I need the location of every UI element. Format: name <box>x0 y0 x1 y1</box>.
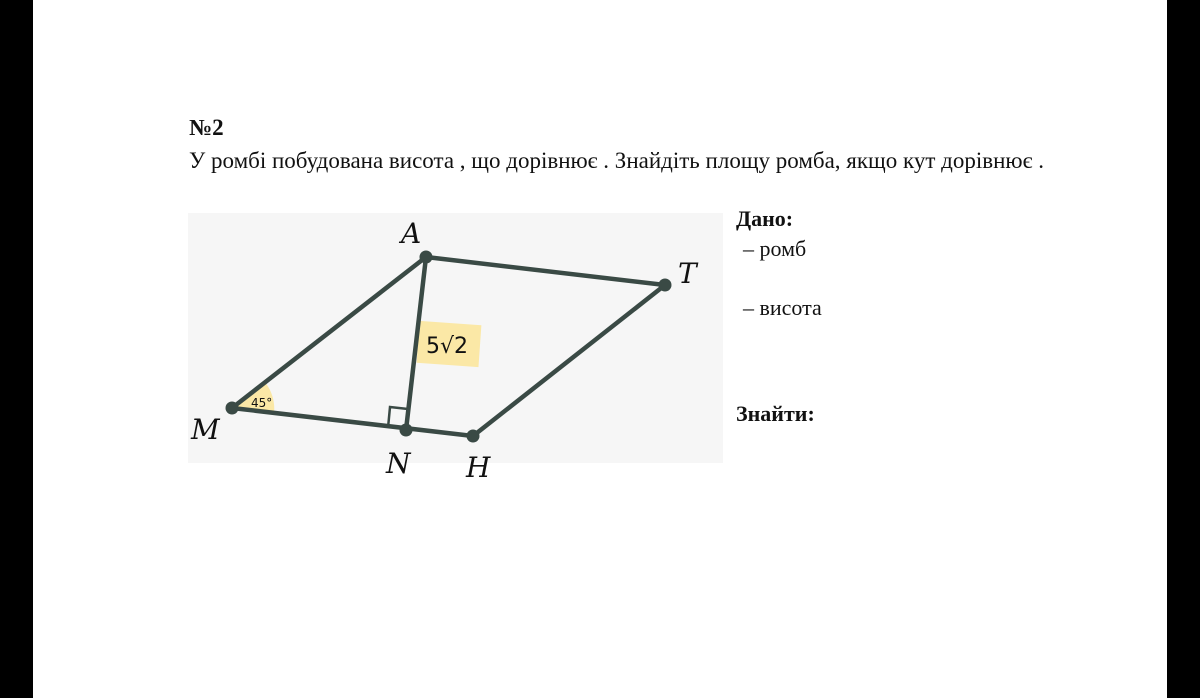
problem-text: У ромбі побудована висота , що дорівнює . Знайдіть площу ромба, якщо кут дорівнює . <box>189 148 1044 173</box>
point-M <box>226 402 239 415</box>
height-value: 5√2 <box>426 334 469 359</box>
given-item-rhombus: – ромб <box>743 236 807 261</box>
given-block <box>736 204 822 320</box>
label-H: H <box>466 451 491 484</box>
given-item-height: – висота <box>743 295 822 320</box>
label-A: A <box>401 217 422 250</box>
point-N <box>400 424 413 437</box>
label-N: N <box>386 447 411 480</box>
given-title: Дано: <box>736 206 794 231</box>
label-M: M <box>191 413 220 446</box>
point-A <box>420 251 433 264</box>
document-page <box>33 0 1167 698</box>
rhombus-figure <box>188 205 723 495</box>
angle-value: 45° <box>251 396 273 410</box>
point-H <box>467 430 480 443</box>
problem-number: №2 <box>189 115 224 140</box>
label-T: T <box>678 257 697 290</box>
point-T <box>659 279 672 292</box>
find-title: Знайти: <box>736 401 815 426</box>
